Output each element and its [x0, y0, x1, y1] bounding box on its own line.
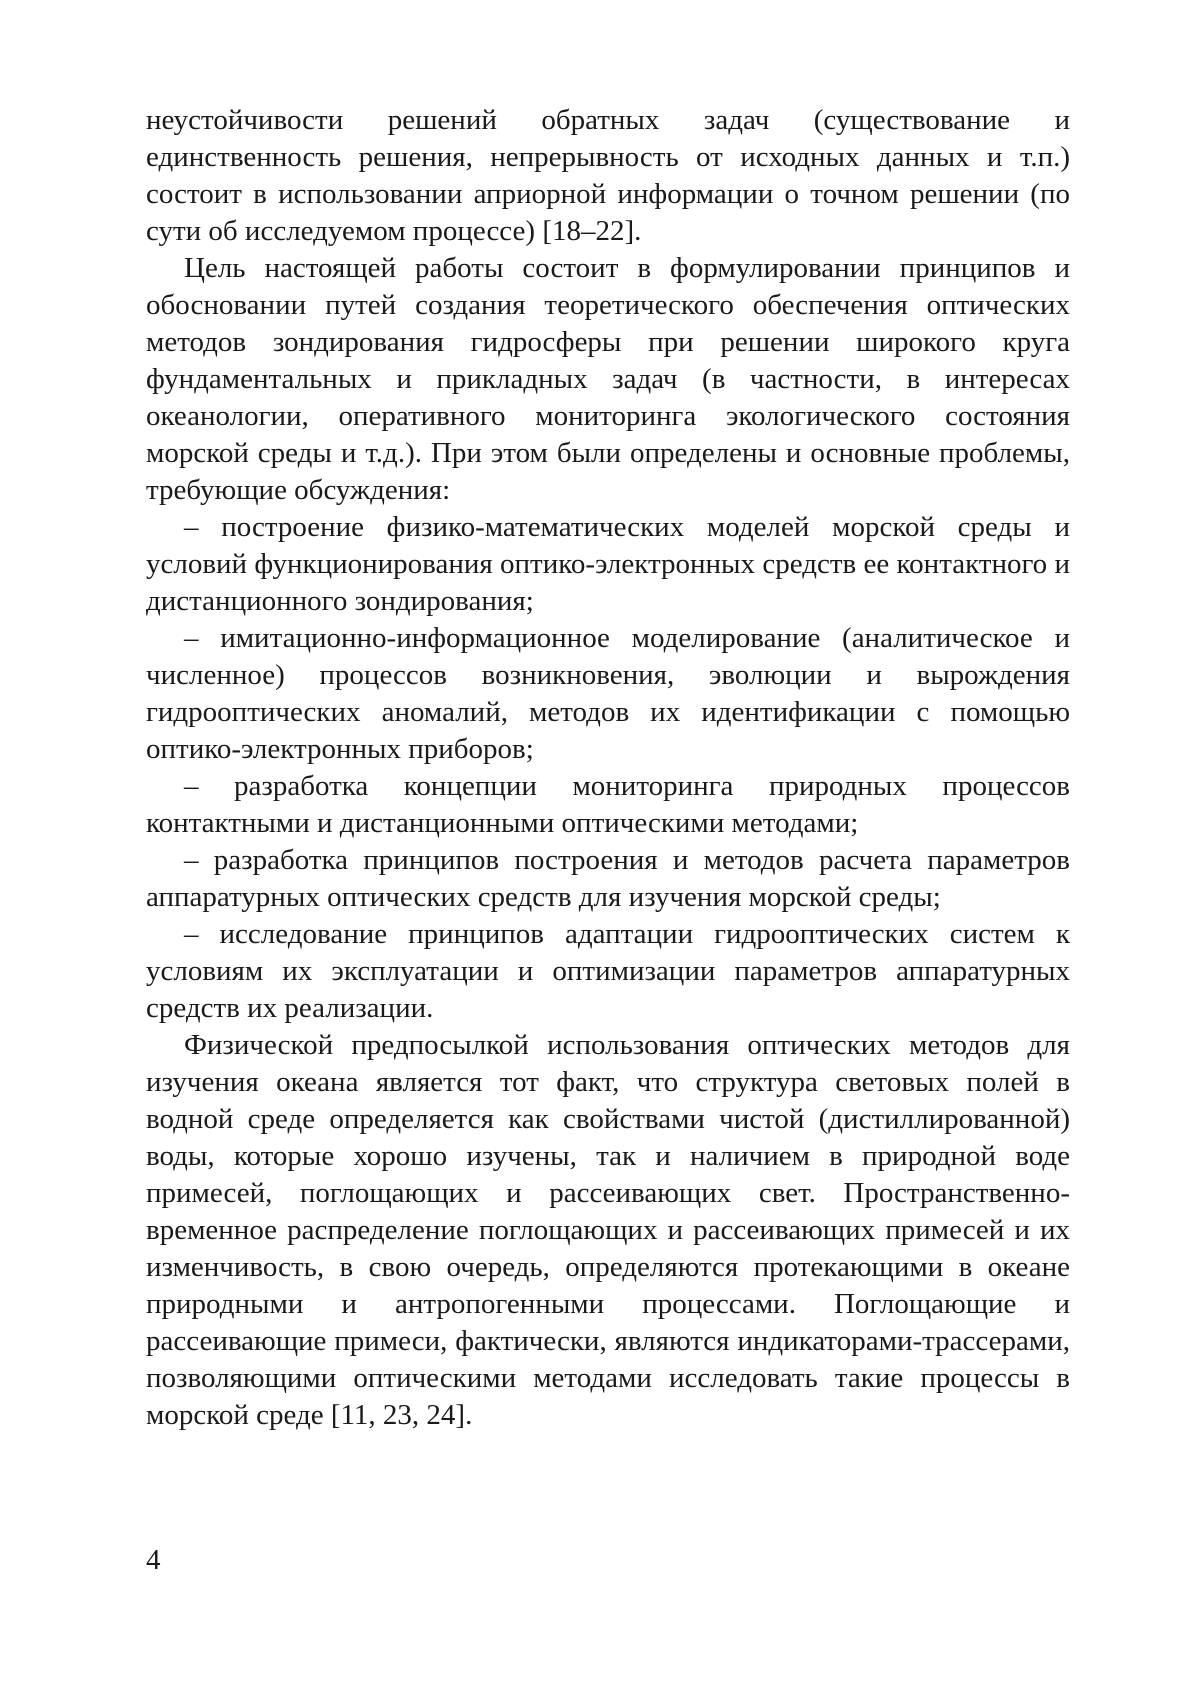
list-item-monitoring: – разработка концепции мониторинга природных процессов контактными и дистанционными оптическими методами;	[146, 768, 1070, 842]
list-item-instruments: – разработка принципов построения и методов расчета параметров аппаратурных оптических средств для изучения морской среды;	[146, 842, 1070, 916]
paragraph-continuation: неустойчивости решений обратных задач (существование и единственность решения, непрерывность от исходных данных и т.п.) состоит в использовании априорной информации о точном решении (по сути об исследуемом процессе) [18–22].	[146, 102, 1070, 250]
list-item-simulation: – имитационно-информационное моделирование (аналитическое и численное) процессов возникновения, эволюции и вырождения гидрооптических аномалий, методов их идентификации с помощью оптико-электронных приборов;	[146, 620, 1070, 768]
list-item-adaptation: – исследование принципов адаптации гидрооптических систем к условиям их эксплуатации и оптимизации параметров аппаратурных средств их реализации.	[146, 916, 1070, 1027]
page-number: 4	[146, 1542, 161, 1579]
document-page	[0, 0, 1200, 1703]
list-item-modeling: – построение физико-математических моделей морской среды и условий функционирования оптико-электронных средств ее контактного и дистанционного зондирования;	[146, 509, 1070, 620]
paragraph-goal: Цель настоящей работы состоит в формулировании принципов и обосновании путей создания теоретического обеспечения оптических методов зондирования гидросферы при решении широкого круга фундаментальных и прикладных задач (в частности, в интересах океанологии, оперативного мониторинга экологического состояния морской среды и т.д.). При этом были определены и основные проблемы, требующие обсуждения:	[146, 250, 1070, 509]
paragraph-physical-premise: Физической предпосылкой использования оптических методов для изучения океана является тот факт, что структура световых полей в водной среде определяется как свойствами чистой (дистиллированной) воды, которые хорошо изучены, так и наличием в природной воде примесей, поглощающих и рассеивающих свет. Пространственно-временное распределение поглощающих и рассеивающих примесей и их изменчивость, в свою очередь, определяются протекающими в океане природными и антропогенными процессами. Поглощающие и рассеивающие примеси, фактически, являются индикаторами-трассерами, позволяющими оптическими методами исследовать такие процессы в морской среде [11, 23, 24].	[146, 1027, 1070, 1434]
body-text	[146, 102, 1070, 1434]
